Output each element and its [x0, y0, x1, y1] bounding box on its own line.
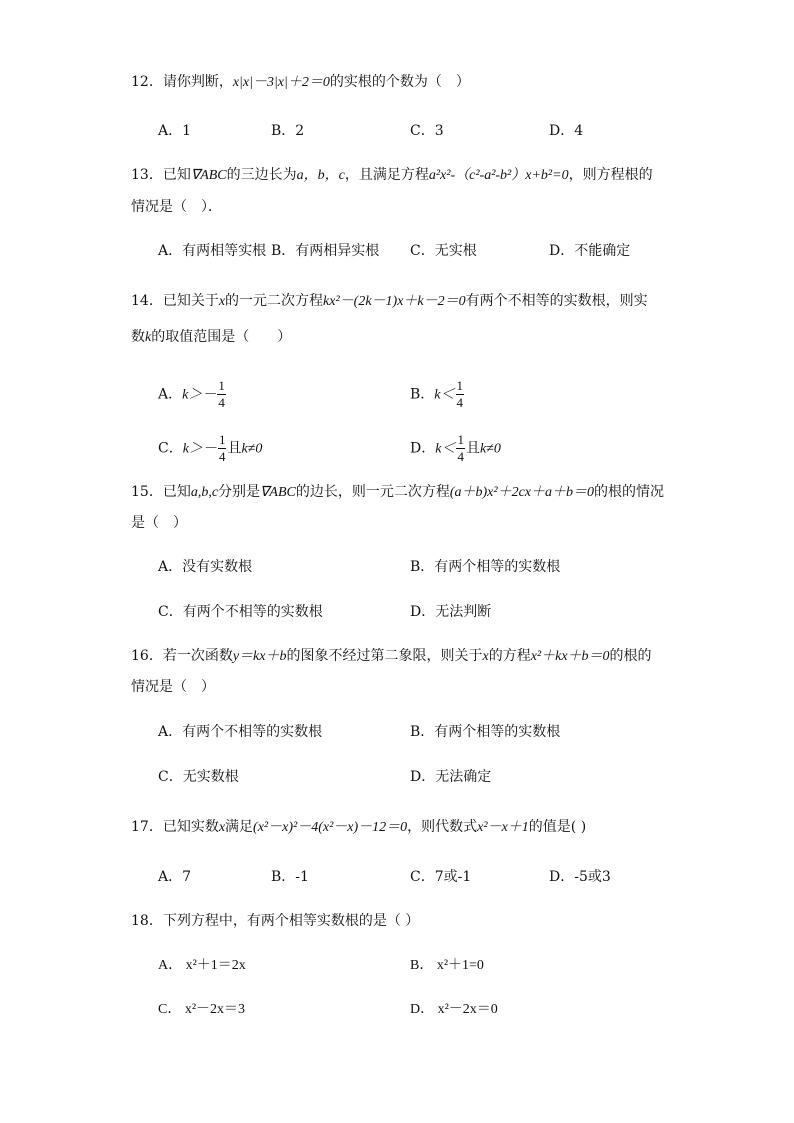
q17-equation: (x²－x)²－4(x²－x)－12＝0 [253, 820, 408, 835]
q15-equation: (a＋b)x²＋2cx＋a＋b＝0 [449, 485, 595, 500]
q15-vars: a,b,c [190, 485, 219, 500]
question-13-stem [131, 165, 653, 186]
q15-option-d: D．无法判断 [410, 604, 492, 620]
q14-d-and: 且 [465, 440, 480, 457]
q17-mid: 满足 [225, 819, 254, 835]
q12-option-d: D．4 [549, 123, 584, 139]
q14-a-fraction [217, 378, 226, 411]
q12-option-a: A．1 [158, 123, 192, 139]
q15-mid2: 的边长，则一元二次方程 [295, 484, 450, 500]
q14-a-den: 4 [218, 395, 225, 410]
q14-line2-b: 的取值范围是（ ） [151, 329, 292, 345]
q14-c-den: 4 [218, 449, 226, 464]
q16-stem-line2: 情况是（ ） [131, 679, 215, 695]
q15-stem-line2: 是（ ） [131, 515, 187, 531]
q16-option-c: C．无实数根 [158, 769, 239, 785]
q16-equation: x²＋kx＋b＝0 [530, 649, 610, 664]
q12-tail: 的实根的个数为（ ） [329, 74, 470, 90]
q16-number: 16．若一次函数 [131, 648, 233, 664]
q18-option-b: B． x²＋1=0 [410, 958, 484, 973]
q13-equation: a²x²-（c²-a²-b²）x+b²=0 [428, 168, 569, 183]
q14-c-fraction [218, 432, 227, 465]
q14-b-label: B． [410, 386, 435, 403]
q15-tail: 的根的情况 [594, 484, 665, 500]
q14-b-fraction [456, 378, 465, 411]
q14-a-label: A． [158, 386, 183, 403]
q16-option-d: D．无法确定 [410, 769, 492, 785]
q12-option-c: C．3 [410, 123, 444, 139]
q17-tail: 的值是( ) [528, 819, 587, 835]
q14-line2-a: 数 [131, 329, 145, 345]
question-16-stem [131, 646, 652, 667]
q14-c-cond: k≠0 [241, 441, 263, 457]
q14-option-b [410, 378, 465, 411]
q13-number: 13．已知 [131, 167, 191, 183]
q15-number: 15．已知 [131, 484, 191, 500]
q17-number: 17．已知实数 [131, 819, 219, 835]
q16-option-b: B．有两个相等的实数根 [410, 724, 561, 740]
q17-expression: x²－x＋1 [477, 820, 529, 835]
q14-var: x [218, 294, 226, 309]
q17-option-b: B．-1 [271, 869, 309, 885]
q14-mid: 的一元二次方程 [225, 293, 324, 309]
q13-option-c: C．无实根 [410, 243, 477, 259]
q13-option-d: D．不能确定 [549, 243, 631, 259]
q14-b-lhs: k＜ [434, 387, 455, 403]
q13-triangle: ∇ABC [190, 168, 227, 183]
q18-option-d: D． x²－2x＝0 [410, 1002, 498, 1017]
q14-option-c [158, 432, 262, 465]
q14-d-num: 1 [457, 432, 464, 447]
q14-c-and: 且 [227, 440, 242, 457]
q13-option-a: A．有两相等实根 [158, 243, 267, 259]
q14-a-num: 1 [218, 378, 225, 393]
q18-option-a: A． x²＋1＝2x [158, 958, 246, 973]
q16-tail: 的根的 [609, 648, 652, 664]
q12-number: 12．请你判断， [131, 74, 233, 90]
q14-option-a [158, 378, 227, 411]
q15-triangle: ∇ABC [260, 485, 296, 500]
q17-option-c: C．7或-1 [410, 869, 472, 885]
q13-stem-line2: 情况是（ ）． [131, 199, 222, 215]
q14-number: 14．已知关于 [131, 293, 219, 309]
q14-d-den: 4 [457, 449, 464, 464]
q12-option-b: B．2 [271, 123, 305, 139]
question-15-stem [131, 482, 664, 503]
q14-a-lhs: k＞－ [182, 387, 217, 403]
q14-stem-line2 [131, 327, 291, 348]
q14-d-lhs: k＜ [435, 441, 456, 457]
q14-c-label: C． [158, 440, 183, 457]
q14-d-cond: k≠0 [479, 441, 501, 457]
q17-option-d: D．-5或3 [549, 869, 611, 885]
q13-tail: ，则方程根的 [568, 167, 653, 183]
q14-option-d [410, 432, 501, 465]
q16-var: x [482, 649, 489, 664]
q16-function: y＝kx＋b [232, 649, 287, 664]
q14-b-num: 1 [456, 378, 464, 393]
q15-mid: 分别是 [218, 484, 261, 500]
question-17-stem [131, 817, 586, 838]
q13-mid2: ，且满足方程 [344, 167, 429, 183]
q15-option-b: B．有两个相等的实数根 [410, 559, 561, 575]
q14-line2-var: k [145, 330, 152, 345]
question-14-stem [131, 291, 648, 312]
q13-option-b: B．有两相异实根 [271, 243, 380, 259]
q15-option-c: C．有两个不相等的实数根 [158, 604, 323, 620]
q14-tail: 有两个不相等的实数根，则实 [465, 293, 648, 309]
q18-option-c: C． x²－2x＝3 [158, 1002, 246, 1017]
q15-option-a: A．没有实数根 [158, 559, 253, 575]
q17-option-a: A．7 [158, 869, 192, 885]
q14-d-fraction [456, 432, 465, 465]
q17-var: x [218, 820, 226, 835]
q12-equation: x|x|－3|x|＋2＝0 [232, 75, 330, 90]
q16-mid2: 的方程 [488, 648, 531, 664]
q16-mid: 的图象不经过第二象限，则关于 [286, 648, 483, 664]
q14-c-lhs: k＞－ [182, 441, 217, 457]
q14-d-label: D． [410, 440, 436, 457]
q14-c-num: 1 [218, 432, 226, 447]
q16-option-a: A．有两个不相等的实数根 [158, 724, 323, 740]
q13-sides: a，b，c [296, 168, 345, 183]
question-18-stem: 18．下列方程中，有两个相等实数根的是（ ） [131, 913, 420, 929]
q13-mid: 的三边长为 [226, 167, 297, 183]
q14-b-den: 4 [456, 395, 464, 410]
q14-equation: kx²－(2k－1)x＋k－2＝0 [323, 294, 466, 309]
q17-mid2: ，则代数式 [407, 819, 478, 835]
question-12-stem [131, 72, 470, 93]
